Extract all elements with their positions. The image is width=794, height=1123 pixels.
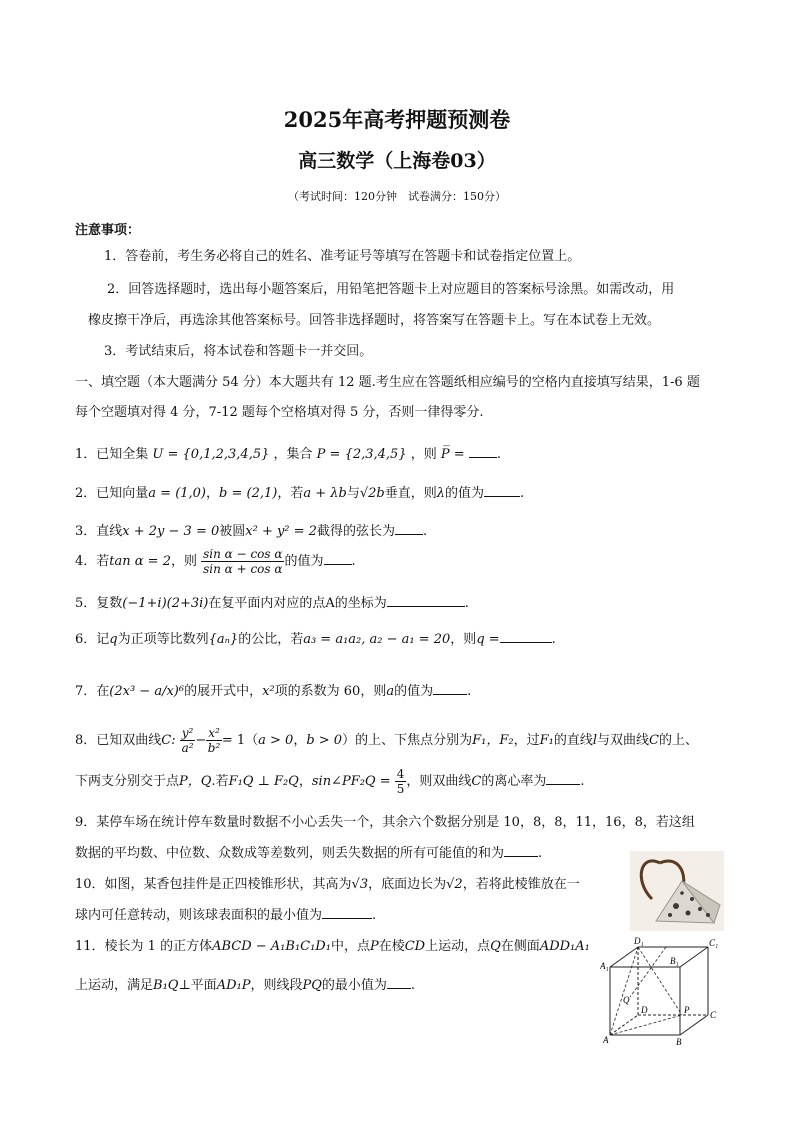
q2-text: 的值为 [444,486,484,501]
q1-end: . [496,447,501,462]
q8-text: ，过 [513,733,540,748]
exam-info: （考试时间：120分钟 试卷满分：150分） [288,190,506,203]
answer-blank[interactable] [387,976,411,989]
q8-math-c: C: [161,733,176,748]
q8-fraction-sin [395,767,407,796]
q10-text: ，底面边长为 [368,877,447,892]
q9-end: . [538,846,543,861]
question-4 [75,547,356,576]
q6-text: 为正项等比数列 [117,632,209,647]
q7-text: 的展开式中， [184,684,263,699]
q2-text: ， [206,486,220,501]
q10-text: 球内可任意转动，则该球表面积的最小值为 [75,908,323,923]
q6-text: ，则 [450,632,477,647]
question-10-line1 [75,873,580,892]
q6-end: . [551,632,556,647]
q11-math-face: ADD₁A₁ [539,939,590,954]
question-2 [75,482,524,501]
q4-text: ，则 [170,554,197,569]
q11-text: 11．棱长为 1 的正方体 [75,939,213,954]
question-7 [75,680,471,699]
q8-fraction-sin-den: 5 [396,782,405,796]
q8-fraction-sin-num: 4 [396,767,405,781]
q5-text: 在复平面内对应的点A的坐标为 [208,596,387,611]
question-5 [75,592,469,611]
q8-fraction-y-num: y² [181,726,194,740]
q11-text: 的最小值为 [321,978,387,993]
q3-math-line: x + 2y − 3 = 0 [122,524,220,539]
q7-math-term: x² [262,684,275,699]
q3-math-circle: x² + y² = 2 [245,524,317,539]
answer-blank[interactable] [469,445,497,458]
q4-text: 的值为 [284,554,324,569]
q8-text: ， [298,774,312,789]
answer-blank[interactable] [500,630,552,643]
q9-text: 数据的平均数、中位数、众数成等差数列，则丢失数据的所有可能值的和为 [75,846,505,861]
q2-text: ，若 [277,486,304,501]
cube-label-c: C [710,1010,717,1020]
q8-text: ）的上、下焦点分别为 [342,733,473,748]
cube-label-d1: D₁ [634,937,644,946]
q2-end: . [520,486,525,501]
q8-math-foci: F₁，F₂ [472,733,514,748]
question-9-line2 [75,842,542,861]
note-item-3: 3．考试结束后，将本试卷和答题卡一并交回。 [104,344,373,359]
q8-fraction-x-num: x² [208,726,220,740]
q8-text: .若 [211,774,229,789]
answer-blank[interactable] [387,594,465,607]
cube-label-d: D [641,1005,648,1015]
q7-text: 7．在 [75,684,110,699]
q8-text: = 1（ [221,733,259,748]
q2-text: 与 [346,486,360,501]
q11-text: 在棱 [378,939,405,954]
q5-text: 5．复数 [75,596,123,611]
q2-math-sum: a + λb [303,486,347,501]
q5-math-complex: (−1+i)(2+3i) [122,596,209,611]
q5-end: . [464,596,469,611]
q8-text: 的离心率为 [481,774,547,789]
cube-label-c1: C₁ [709,938,719,948]
q4-fraction-denominator: sin α + cos α [203,562,283,576]
question-11-line1 [75,935,590,954]
q8-text: 的上、 [658,733,698,748]
answer-blank[interactable] [322,906,372,919]
q8-math-perp: F₁Q ⊥ F₂Q [228,774,299,789]
question-10-line2 [75,904,376,923]
q10-math-height: √3 [351,877,369,892]
q3-text: 3．直线 [75,524,123,539]
q11-math-pq: PQ [302,978,322,993]
q8-math-c2: C [649,733,659,748]
q7-math-a: a [386,684,395,699]
q4-text: 4．若 [75,554,110,569]
q4-math-tan: tan α = 2 [109,554,171,569]
question-8-line2 [75,767,585,796]
q6-math-condition: a₃ = a₁a₂, a₂ − a₁ = 20 [303,632,451,647]
q10-text: ，若将此棱锥放在一 [462,877,580,892]
q8-math-b-pos: b > 0 [306,733,343,748]
cube-label-a1: A₁ [600,961,609,971]
note-item-2-cont: 橡皮擦干净后，再选涂其他答案标号。回答非选择题时，将答案写在答题卡上。写在本试卷上无效。 [88,313,661,328]
question-11-line2 [75,974,415,993]
q6-math-q: q [109,632,118,647]
question-3 [75,520,427,539]
q10-text: 10．如图，某香包挂件是正四棱锥形状，其高为 [75,877,352,892]
q8-text: ，则双曲线 [406,774,472,789]
q4-fraction [201,547,284,576]
q8-math-f1: F₁ [539,733,554,748]
q6-text: 的公比，若 [238,632,304,647]
q8-math-sin: sin∠PF₂Q = [311,774,391,789]
q11-text: ，则线段 [250,978,303,993]
q8-fraction-y-den: a² [181,741,194,755]
q11-text: 在侧面 [500,939,540,954]
q10-end: . [372,908,377,923]
q8-math-c3: C [471,774,482,789]
question-1 [75,443,501,462]
cube-label-b: B [676,1037,682,1047]
q2-math-vector-a: a = (1,0) [148,486,207,501]
q11-math-b1q: B₁Q [153,978,179,993]
page-title: 2025年高考押题预测卷 [283,107,511,132]
q2-math-lambda: λ [436,486,445,501]
cube-label-b1: B₁ [670,956,679,966]
page-subtitle: 高三数学（上海卷03） [298,150,496,172]
cube-label-p: P [684,1005,690,1015]
q8-math-l: l [592,733,597,748]
answer-blank[interactable] [484,484,520,497]
q1-math-complement: P̅ = [440,447,465,462]
answer-blank[interactable] [546,772,580,785]
q7-text: 项的系数为 60，则 [274,684,387,699]
q2-text: 垂直，则 [384,486,437,501]
q8-text: ， [293,733,307,748]
q11-text: 上运动，满足 [75,978,154,993]
q8-fraction-y [180,726,196,755]
q7-end: . [467,684,472,699]
note-item-1: 1．答卷前，考生务必将自己的姓名、准考证号等填写在答题卡和试卷指定位置上。 [104,249,581,264]
q11-math-cube: ABCD − A₁B₁C₁D₁ [212,939,331,954]
q11-math-p: P [369,939,379,954]
question-8-line1: 8．已知双曲线C: $\frac{\text{y²}}{\text{a²}}$ − $\frac{\text{x²}}{\text{b²}}$ = 1（a > 0，b > 0）的上、下焦点分别为F₁，F₂，过F₁的直线l与双曲线C的上、 [75,726,698,755]
cube-label-a: A [603,1035,609,1045]
sachet-photo-icon [630,851,724,931]
q4-end: . [351,554,356,569]
q1-text: ，集合 [273,447,313,462]
q11-text: 上运动，点 [425,939,491,954]
question-9-line1: 9．某停车场在统计停车数量时数据不小心丢失一个，其余六个数据分别是 10，8，8，11，16，8，若这组 [75,815,695,830]
q1-text: ，则 [410,447,437,462]
q11-text: 中，点 [330,939,370,954]
q11-math-plane: AD₁P [216,978,251,993]
note-item-2: 2．回答选择题时，选出每小题答案后，用铅笔把答题卡上对应题目的答案标号涂黑。如需改动，用 [107,282,675,297]
answer-blank[interactable] [504,844,538,857]
question-6 [75,628,556,647]
q8-text: 8．已知双曲线 [75,733,162,748]
q1-math-set-p: P = {2,3,4,5} [316,447,407,462]
q8-math-pq: P，Q [179,774,212,789]
answer-blank[interactable] [433,682,467,695]
q8-text: 的直线 [553,733,593,748]
q4-fraction-numerator: sin α − cos α [203,547,283,561]
q11-math-cd: CD [404,939,426,954]
q8-text: 与双曲线 [597,733,650,748]
q7-text: 的值为 [394,684,434,699]
q1-text: 1．已知全集 [75,447,149,462]
q6-math-q-eq: q = [476,632,500,647]
q3-text: 截得的弦长为 [316,524,395,539]
q8-math-a-pos: a > 0 [258,733,294,748]
q6-math-sequence: {aₙ} [208,632,239,647]
q8-fraction-x [206,726,222,755]
section-intro-line1: 一、填空题（本大题满分 54 分）本大题共有 12 题.考生应在答题纸相应编号的空格内直接填写结果，1-6 题 [75,375,700,390]
q11-end: . [410,978,416,993]
q11-text: ⊥平面 [178,978,217,993]
q3-end: . [422,524,428,539]
q1-math-universal-set: U = {0,1,2,3,4,5} [152,447,270,462]
q2-math-root: √2b [359,486,385,501]
q6-text: 6．记 [75,632,110,647]
q7-math-binomial: (2x³ − a/x)⁶ [109,684,185,699]
q11-math-q: Q [490,939,501,954]
answer-blank[interactable] [324,552,352,565]
cube-label-q: Q [623,995,630,1005]
q3-text: 被圆 [219,524,246,539]
q8-end: . [580,774,585,789]
notes-heading: 注意事项： [75,223,141,238]
q8-text: 下两支分别交于点 [75,774,180,789]
q2-text: 2．已知向量 [75,486,149,501]
q2-math-vector-b: b = (2,1) [219,486,278,501]
q10-math-edge: √2 [446,877,463,892]
q8-fraction-x-den: b² [207,741,221,755]
section-intro-line2: 每个空题填对得 4 分，7-12 题每个空格填对得 5 分，否则一律得零分. [75,405,484,420]
answer-blank[interactable] [395,522,423,535]
cube-diagram [600,937,720,1047]
